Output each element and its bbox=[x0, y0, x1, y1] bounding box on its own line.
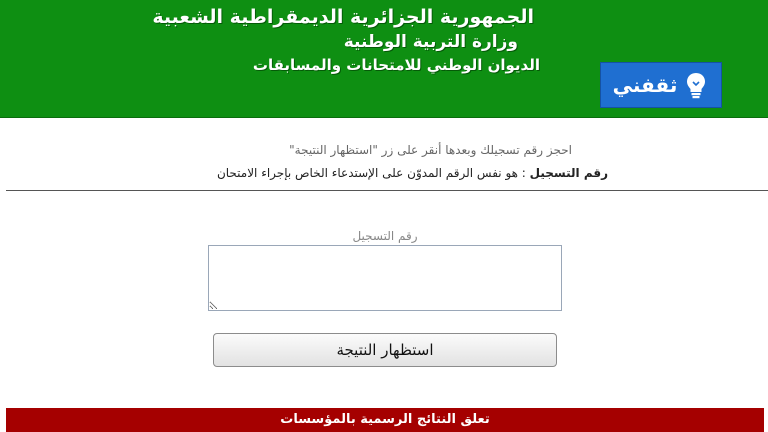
registration-field-label: رقم التسجيل bbox=[352, 229, 418, 243]
lightbulb-icon bbox=[683, 70, 709, 100]
note-text: : هو نفس الرقم المدوّن على الإستدعاء الخاص بإجراء الامتحان bbox=[216, 166, 530, 180]
header-banner bbox=[0, 0, 768, 118]
note-label: رقم التسجيل bbox=[529, 166, 608, 180]
footer-notice: تعلق النتائج الرسمية بالمؤسسات bbox=[6, 408, 764, 432]
show-result-button[interactable]: استظهار النتيجة bbox=[213, 333, 557, 367]
office-title: الديوان الوطني للامتحانات والمسابقات bbox=[252, 56, 540, 74]
registration-note bbox=[217, 166, 608, 180]
section-divider bbox=[6, 190, 768, 191]
site-logo[interactable] bbox=[600, 62, 722, 108]
logo-text: ثقفني bbox=[612, 73, 678, 97]
instruction-hint: احجز رقم تسجيلك وبعدها أنقر على زر "استظهار النتيجة" bbox=[289, 143, 572, 157]
ministry-title: وزارة التربية الوطنية bbox=[343, 32, 518, 52]
registration-number-input[interactable] bbox=[208, 245, 562, 311]
republic-title: الجمهورية الجزائرية الديمقراطية الشعبية bbox=[152, 6, 534, 28]
